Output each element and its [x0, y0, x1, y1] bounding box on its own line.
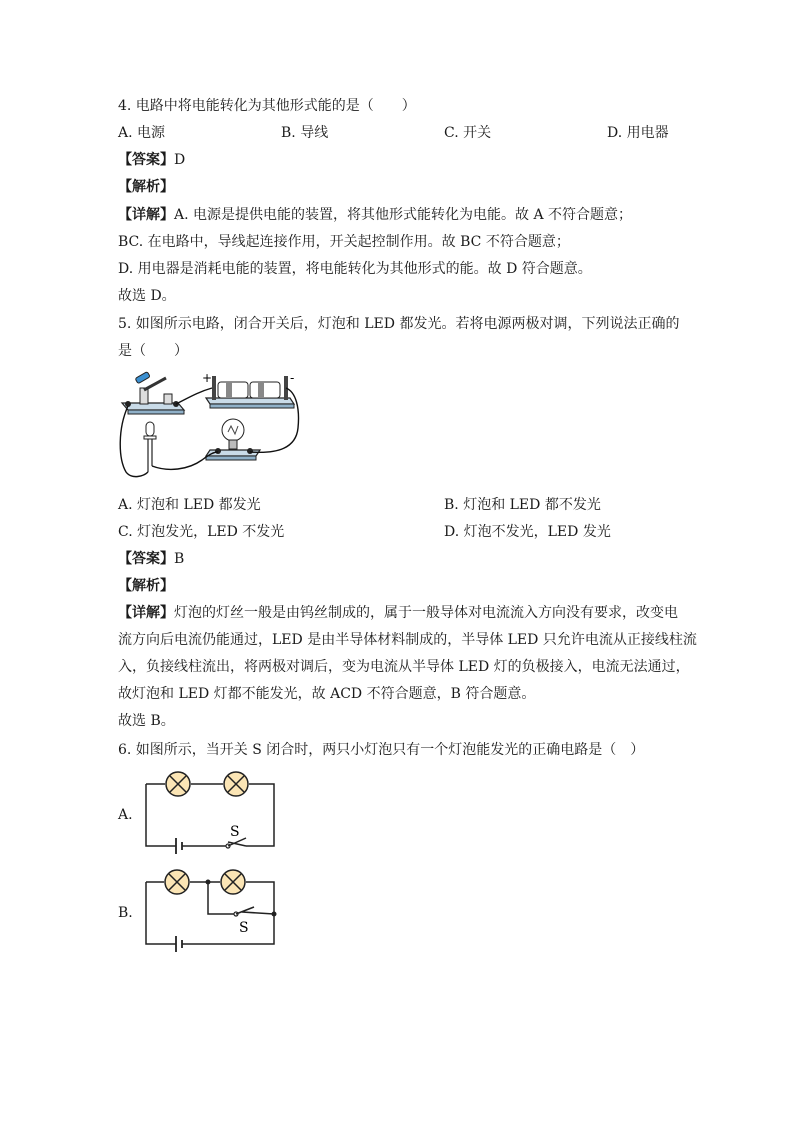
q5-question-line: 5. 如图所示电路，闭合开关后，灯泡和 LED 都发光。若将电源两极对调，下列说法正确的: [118, 316, 680, 332]
q4-option-b: B. 导线: [281, 125, 329, 141]
q5-analysis-tag: 【解析】: [118, 578, 174, 594]
lamp-icon: [224, 772, 248, 796]
lamp-icon: [166, 772, 190, 796]
q4-option-a: A. 电源: [118, 125, 166, 141]
q5-detail-line: 入，负接线柱流出，将两极对调后，变为电流从半导体 LED 灯的负极接入，电流无法通过，: [118, 659, 690, 675]
q6-option-a-label: A.: [118, 807, 133, 823]
q4-option-d: D. 用电器: [607, 125, 669, 141]
battery-minus-label: -: [290, 371, 295, 385]
q5-question-line: 是（ ）: [118, 343, 188, 359]
switch-label: S: [239, 920, 249, 936]
led-icon: [144, 422, 156, 472]
q6-circuit-a: [140, 768, 280, 858]
q6-option-b-label: B.: [118, 905, 133, 921]
q4-detail-line: [118, 205, 632, 225]
detail-tag: 【详解】: [118, 605, 174, 621]
answer-value: B: [174, 551, 185, 567]
q5-answer-line: [118, 549, 184, 569]
q4-answer-line: [118, 150, 185, 170]
q6-circuit-b: [140, 866, 280, 956]
battery-icon: [176, 838, 182, 854]
q5-conclusion: 故选 B。: [118, 713, 175, 729]
answer-tag: 【答案】: [118, 152, 174, 168]
switch-icon: [234, 907, 254, 936]
q4-question: 4. 电路中将电能转化为其他形式能的是（ ）: [118, 98, 416, 114]
q4-detail-line: D. 用电器是消耗电能的装置，将电能转化为其他形式的能。故 D 符合题意。: [118, 261, 592, 277]
light-bulb-icon: [206, 419, 260, 460]
q5-option-b: B. 灯泡和 LED 都不发光: [444, 497, 601, 513]
junction-dot: [206, 880, 211, 885]
q4-conclusion: 故选 D。: [118, 288, 176, 304]
battery-icon: [176, 936, 182, 952]
detail-text: 灯泡的灯丝一般是由钨丝制成的，属于一般导体对电流流入方向没有要求，改变电: [174, 605, 678, 621]
q5-circuit-diagram: [118, 368, 308, 483]
battery-holder-icon: [202, 371, 294, 408]
answer-tag: 【答案】: [118, 551, 174, 567]
lamp-icon: [165, 870, 189, 894]
q4-detail-line: BC. 在电路中，导线起连接作用，开关起控制作用。故 BC 不符合题意；: [118, 234, 570, 250]
q5-option-d: D. 灯泡不发光，LED 发光: [444, 524, 611, 540]
q5-option-c: C. 灯泡发光，LED 不发光: [118, 524, 285, 540]
q5-detail-line: [118, 603, 678, 623]
battery-plus-label: +: [202, 371, 213, 385]
q5-detail-line: 故灯泡和 LED 灯都不能发光，故 ACD 不符合题意，B 符合题意。: [118, 686, 536, 702]
q5-detail-line: 流方向后电流仍能通过，LED 是由半导体材料制成的，半导体 LED 只允许电流从正接线柱流: [118, 632, 697, 648]
lamp-icon: [221, 870, 245, 894]
junction-dot: [272, 912, 277, 917]
answer-value: D: [174, 152, 186, 168]
q4-analysis-tag: 【解析】: [118, 179, 174, 195]
q5-option-a: A. 灯泡和 LED 都发光: [118, 497, 261, 513]
switch-label: S: [230, 824, 240, 840]
knife-switch-icon: [122, 372, 184, 414]
detail-tag: 【详解】: [118, 207, 174, 223]
detail-text: A. 电源是提供电能的装置，将其他形式能转化为电能。故 A 不符合题意；: [174, 207, 633, 223]
q4-option-c: C. 开关: [444, 125, 492, 141]
q6-question: 6. 如图所示，当开关 S 闭合时，两只小灯泡只有一个灯泡能发光的正确电路是（ ）: [118, 742, 645, 758]
